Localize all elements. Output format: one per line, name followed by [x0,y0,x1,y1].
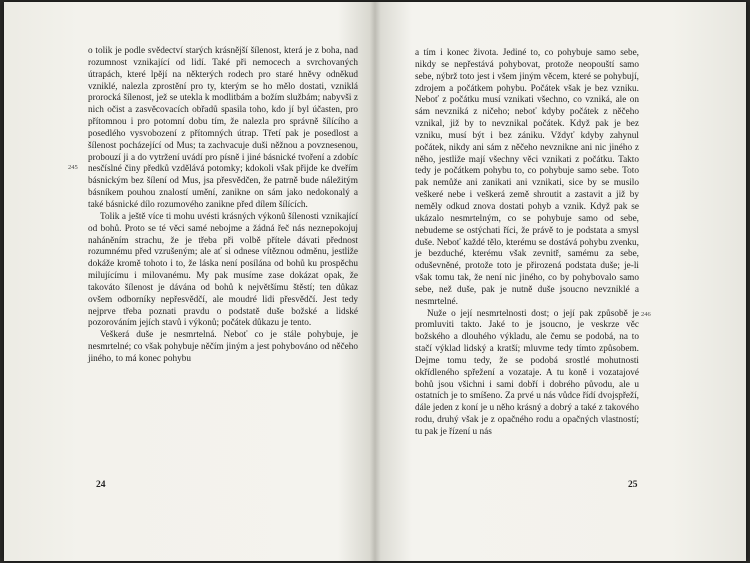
paragraph: Tolik a ještě více ti mohu uvésti krásných výkonů šílenosti vznikající od bohů. Proto se té věci samé nebojme a žádná řeč nás neznepokojuj naháněním strachu, že je třeba při volbě přítele dávati přednost rozumnému před vzrušeným; ale ať si odnese vítěznou odměnu, jestliže dokáže kromě tohoto i to, že láska není posílána od bohů ku prospěchu milujícímu i milovanému. My pak musíme zase dokázat opak, že takováto šílenost je dávána od bohů k největšímu štěstí; ten důkaz ovšem odborníky nepřesvědčí, ale moudré lidi přesvědčí. Jest tedy nejprve třeba poznati pravdu o podstatě duše božské a lidské pozorováním jejích stavů i výkonů; počátek důkazu je tento. [88,211,358,329]
paragraph: Nuže o její nesmrtelnosti dost; o její pak způsobě je promluviti takto. Jaké to je jsoucno, je veskrze věc božského a dlouhého výkladu, ale čemu se podobá, na to stačí výklad lidský a kratší; mluvme tedy tímto způsobem. Dejme tomu tedy, že se podobá srostlé mohutnosti okřídleného spřežení a vozataje. A tu koně i vozatajové bohů jsou všichni i sami dobří i dobrého původu, ale u ostatních je to smíšeno. Za prvé u nás vůdce řídí dvojspřeží, dále jeden z koní je u něho krásný a dobrý a také z takového rodu, druhý však je z opačného rodu a opačných vlastností; tu pak je řízení u nás [415,308,639,437]
paragraph: a tím i konec života. Jediné to, co pohybuje samo sebe, nikdy se nepřestává pohybovat, protože neopouští samo sebe, nýbrž toto jest i všem jiným věcem, které se pohybují, zdrojem a počátkem pohybu. Počátek však je bez vzniku. Neboť z počátku musí vznikati všechno, co vzniká, ale on sám nevzniká z ničeho; neboť kdyby počátek z něčeho vznikal, již by to nevznikal počátek. Když pak je bez vzniku, musí být i bez zániku. Vždyť kdyby zahynul počátek, nikdy ani sám z něčeho nevznikne ani nic jiného z něho, jestliže mají všechny věci vznikati z počátku. Takto tedy je počátkem pohybu to, co pohybuje samo sebe. Toto pak nemůže ani zanikati ani vznikati, sice by se musilo veškeré nebe i veškerá země shroutit a zastavit a již by neměly odkud znova dostati pohyb a vznik. Když pak se ukázalo nesmrtelným, co se pohybuje samo od sebe, nebudeme se ostýchati říci, že právě to je podstata a smysl duše. Neboť každé tělo, kterému se dostává pohybu zvenku, je bezduché, kterému však zevnitř, samému za sebe, oduševněné, protože toto je přirozená podstata duše; je-li však tomu tak, že není nic jiného, co by pohybovalo samo sebe, než duše, pak je nutně duše jsoucno nevzniklé a nesmrtelné. [415,48,639,307]
left-margin-number: 245 [68,164,78,171]
paragraph: Veškerá duše je nesmrtelná. Neboť co je stále pohybuje, je nesmrtelné; co však pohybuje něčím jiným a jest pohybováno od něčeho jiného, to má konec pohybu [88,330,358,364]
book-spread [4,2,746,561]
page-number: 24 [96,480,106,490]
left-page-text [88,46,358,366]
page-number: 25 [628,480,638,490]
right-margin-number: 246 [641,311,651,318]
right-page [375,2,746,561]
left-page [4,2,375,561]
right-page-text [415,48,639,439]
paragraph: o tolik je podle svědectví starých krásnější šílenost, která je z boha, nad rozumnost vznikající od lidí. Také při nemocech a svrchovaných útrapách, které lpějí na některých rodech pro staré hněvy odněkud vzniklé, nalezla zprostění pro ty, kterým se ho mělo dostati, vzniklá prorocká šílenost, jež se utekla k modlitbám a božím službám; nabyvši z nich očist a zasvěcovacích obřadů spasila toho, kdo jí byl účasten, pro přítomnou i pro potomní dobu tím, že nalezla pro správně šílícího a posedlého vysvobození z přítomných útrap. Třetí pak je posedlost a šílenost pocházející od Mus; ta zachvacuje duši něžnou a povznesenou, probouzí ji a do vytržení uvádí pro písně i jiné básnické tvoření a zdobíc nesčíslné činy předků vzdělává potomky; kdokoli však přijde ke dveřím básnickým bez šílení od Mus, jsa přesvědčen, že patrně bude náležitým básníkem pouhou znalostí umění, zanikne on sám jako nedokonalý a také básnické dílo rozumového zanikne před dílem šílících. [88,46,358,210]
